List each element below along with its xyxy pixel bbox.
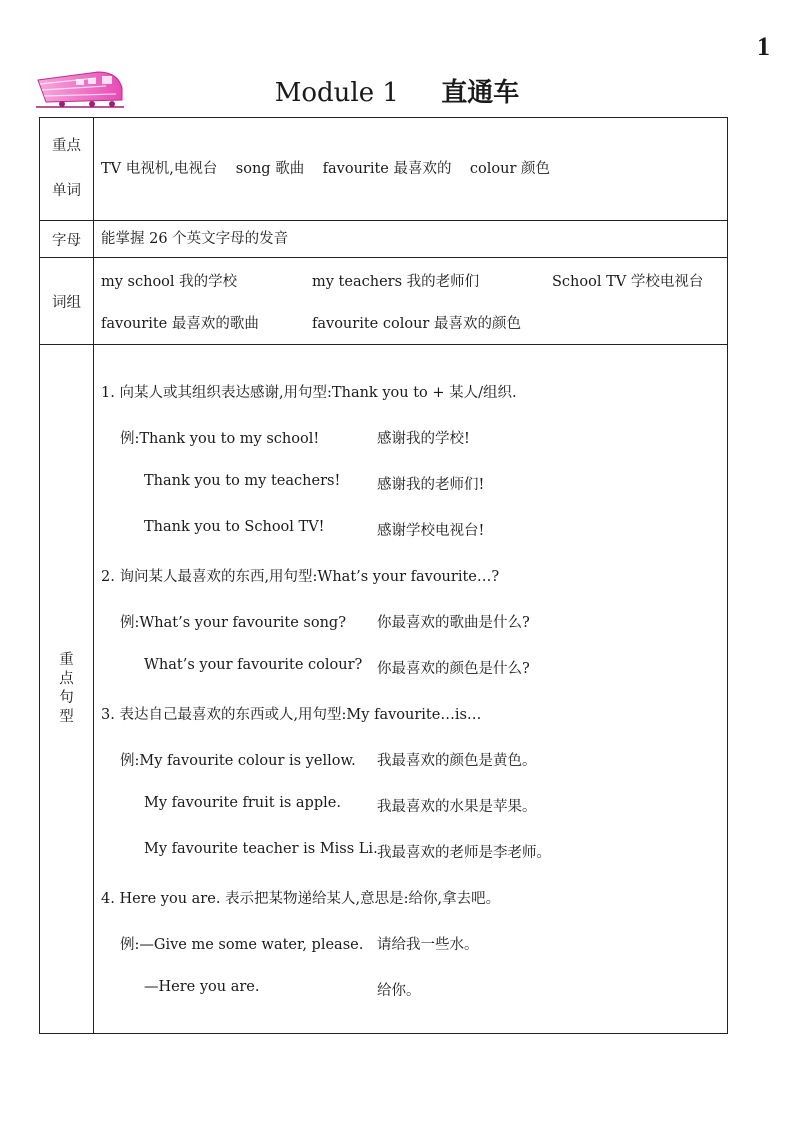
sentence-heading: 1. 向某人或其组织表达感谢,用句型:Thank you to + 某人/组织.	[101, 385, 517, 401]
table-row	[40, 345, 728, 1034]
example-en: My favourite teacher is Miss Li.	[144, 841, 378, 857]
sentence-heading: 2. 询问某人最喜欢的东西,用句型:What’s your favourite…?	[101, 569, 500, 585]
phrase-item: my school 我的学校	[101, 273, 238, 290]
words-label: 重点 单词	[40, 118, 94, 221]
phrase-line	[101, 259, 726, 301]
example-cn: 我最喜欢的老师是李老师。	[377, 845, 551, 861]
phrase-item: School TV 学校电视台	[552, 273, 704, 290]
summary-table	[39, 117, 728, 1034]
example-en: Thank you to School TV!	[144, 519, 325, 535]
page-title	[0, 72, 794, 109]
phrases-label: 词组	[40, 258, 94, 345]
example-en: What’s your favourite colour?	[144, 657, 363, 673]
example-cn: 我最喜欢的水果是苹果。	[377, 799, 537, 815]
phrase-line	[101, 301, 726, 343]
example-cn: 感谢我的老师们!	[377, 477, 485, 493]
letters-label: 字母	[40, 221, 94, 258]
example-cn: 感谢学校电视台!	[377, 523, 485, 539]
example-cn: 我最喜欢的颜色是黄色。	[377, 753, 537, 769]
page-number: 1	[757, 32, 770, 61]
words-content: TV 电视机,电视台 song 歌曲 favourite 最喜欢的 colour 颜色	[94, 118, 728, 221]
example-en: 例:My favourite colour is yellow.	[120, 753, 356, 769]
letters-content: 能掌握 26 个英文字母的发音	[94, 221, 728, 258]
example-en: 例:What’s your favourite song?	[120, 615, 346, 631]
example-en: 例:Thank you to my school!	[120, 431, 320, 447]
phrase-item: favourite 最喜欢的歌曲	[101, 315, 259, 332]
title-chinese: 直通车	[441, 78, 520, 108]
sentence-heading: 4. Here you are. 表示把某物递给某人,意思是:给你,拿去吧。	[101, 891, 501, 907]
sentences-content	[94, 345, 728, 1034]
sentences-label: 重 点 句 型	[40, 345, 94, 1034]
phrase-item: favourite colour 最喜欢的颜色	[312, 315, 521, 332]
example-en: —Here you are.	[144, 979, 260, 995]
example-en: 例:—Give me some water, please.	[120, 937, 364, 953]
phrase-item: my teachers 我的老师们	[312, 273, 480, 290]
sentence-heading: 3. 表达自己最喜欢的东西或人,用句型:My favourite…is…	[101, 707, 482, 723]
example-cn: 你最喜欢的歌曲是什么?	[377, 615, 530, 631]
example-en: Thank you to my teachers!	[144, 473, 341, 489]
example-cn: 你最喜欢的颜色是什么?	[377, 661, 530, 677]
example-cn: 请给我一些水。	[377, 937, 479, 953]
table-row	[40, 258, 728, 345]
example-en: My favourite fruit is apple.	[144, 795, 341, 811]
phrases-content	[94, 258, 728, 345]
table-row	[40, 221, 728, 258]
example-cn: 感谢我的学校!	[377, 431, 470, 447]
module-title: Module 1	[274, 78, 399, 108]
table-row	[40, 118, 728, 221]
example-cn: 给你。	[377, 983, 421, 999]
